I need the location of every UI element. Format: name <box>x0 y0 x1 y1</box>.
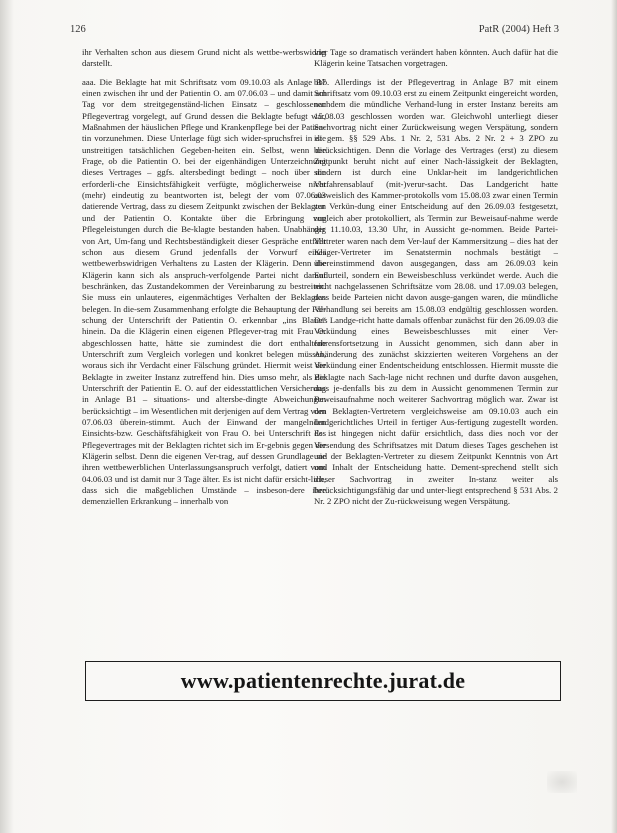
paragraph: vier Tage so dramatisch verändert haben könnten. Auch dafür hat die Klägerin keine Tatsachen vorgetragen. <box>314 47 558 69</box>
journal-reference: PatR (2004) Heft 3 <box>478 24 559 35</box>
paragraph: aaa. Die Beklagte hat mit Schriftsatz vom 09.10.03 als Anlage B7 einen zwischen ihr und der Patientin O. am 07.06.03 – und damit am Tag vor dem streitgegenständ-lichen Einsatz – geschlossenen Pflegevertrag vorgelegt, auf Grund dessen die Beklagte befugt war, Maßnahmen der häuslichen Pflege und Krankenpflege bei der Patien-tin vorzunehmen. Diese Unterlage fügt sich wider-spruchsfrei in die unstreitigen tatsächlichen Gegeben-heiten ein. Selbst, wenn die Frage, ob die Patientin O. bei der eigenhändigen Unterzeichnung dieses Vertrages – ggfs. altersbedingt bedingt – noch über die erforderli-che Einsichtsfähigkeit verfügte, möglicherweise nicht (mehr) eindeutig zu beantworten ist, belegt der vom 07.06.03 datierende Vertrag, dass zu diesem Zeitpunkt zwischen der Beklagten und der Patientin O. Kontakte über die Erbringung von Pflegeleistungen durch die Be-klagte bestanden haben. Unabhängig von Art, Um-fang und Rechtsbeständigkeit dieser Gespräche entfällt schon aus diesem Grund jedenfalls der Vorwurf eines wettbewerbswidrigen Verhaltens zu Lasten der Klägerin. Denn die Klägerin kann sich als anspruch-verfolgende Partei nicht darauf beschränken, das Zustandekommen der Vereinbarung zu bestreiten. Sie muss ein unlauteres, eigenmächtiges Verhalten der Beklagten belegen. In die-sem Zusammenhang erfolgte die Behauptung der Fäl-schung der Unterschrift der Patientin O. erkennbar „ins Blaue“ hinein. Da die Klägerin einen eigenen Pflegever-trag mit Frau O. abgeschlossen hatte, hätte sie zumindest die dort enthaltene Unterschrift zum Vergleich vorlegen und konkret belegen müssen, woraus sich ihr Verdacht einer Fälschung gründet. Hiermit weist die Beklagte in zweiter Instanz zutreffend hin. Dies umso mehr, als die Unterschrift der Patientin E. O. auf der eidesstattlichen Versicherung in Anlage B1 – situations- und altersbe-dingte Abweichungen berücksichtigt – im Wesentlichen mit derjenigen auf dem Vertrag vom 07.06.03 überein-stimmt. Auch der Einwand der mangelnden Einsichts-bzw. Geschäftsfähigkeit von Frau O. bei Unterschrift des Pflegevertrages mit der Beklagten richtet sich im Er-gebnis gegen die Klägerin selbst. Denn die eigenen Ver-trag, auf dessen Grundlage sie ihren wettbewerblichen Unterlassungsanspruch verfolgt, datiert vom 04.06.03 und ist damit nur 3 Tage älter. Es ist nicht dafür ersicht-lich, dass sich die maßgeblichen Umstände – insbeson-dere ihre demenziellen Erkrankung – innerhalb von <box>82 76 326 507</box>
right-text-column <box>314 47 558 567</box>
page-number: 126 <box>70 24 86 35</box>
paragraph: ihr Verhalten schon aus diesem Grund nicht als wettbe-werbswidrig darstellt. <box>82 47 326 69</box>
scan-smudge <box>547 771 577 793</box>
website-banner[interactable] <box>85 661 561 701</box>
scan-edge-shadow <box>611 0 617 833</box>
paragraph: bbb. Allerdings ist der Pflegevertrag in Anlage B7 mit einem Schriftsatz vom 09.10.03 erst zu einem Zeitpunkt eingereicht worden, nachdem die mündliche Verhand-lung in erster Instanz bereits am 15.08.03 geschlossen worden war. Gleichwohl unterliegt dieser Sachvortrag nicht einer Zurückweisung wegen Verspätung, sondern ist gem. §§ 529 Abs. 1 Nr. 2, 531 Abs. 2 Nr. 2 + 3 ZPO zu berücksichtigen. Denn die Vorlage des Vertrages (erst) zu diesem Zeitpunkt beruht nicht auf einer Nach-lässigkeit der Beklagten, sondern ist durch eine Unklar-heit im landgerichtlichen Verfahrensablauf (mit-)verur-sacht. Das Landgericht hatte ausweislich des Kammer-protokolls vom 15.08.03 zwar einen Termin zur Verkün-dung einer Entscheidung auf den 26.09.03 festgesetzt, zugleich aber protokolliert, als Termin zur Beweisauf-nahme werde der 11.10.03, 13.30 Uhr, in Aussicht ge-nommen. Beide Partei-Vertreter waren nach dem Ver-lauf der Kammersitzung – dies hat der Kläger-Vertreter im Senatstermin nochmals bestätigt – übereinstimmend davon ausgegangen, dass am 26.09.03 kein Endurteil, sondern ein Beweisbeschluss verkündet werde. Auch die nicht nachgelassenen Schriftsätze vom 28.08. und 17.09.03 belegen, dass beide Parteien nicht davon ausge-gangen waren, die mündliche Verhandlung sei bereits am 15.08.03 endgültig geschlossen worden. Das Landge-richt hatte damals offenbar zunächst für den 26.09.03 die Verkündung eines Beweisbeschlusses mit einer Ver-fahrensfortsetzung in Aussicht genommen, sich dann aber in Abänderung des zunächst skizzierten weiteren Vorgehens an der Verkündung einer Endentscheidung entschlossen. Hiermit musste die Beklagte nach Sach-lage nicht rechnen und durfte davon ausgehen, dass je-denfalls bis zu dem in Aussicht genommenen Termin zur Beweisaufnahme noch weiterer Sachvortrag möglich war. Zwar ist den Beklagten-Vertretern vergleichsweise am 09.10.03 auch ein landgerichtliches Urteil in fertiger Aus-fertigung zugestellt worden. Es ist hingegen nicht dafür ersichtlich, dass dies noch vor der Versendung des Schriftsatzes mit Datum dieses Tages geschehen ist und der Beklagten-Vertreter zu diesem Zeitpunkt Kenntnis von Art und Inhalt der Entscheidung hatte. Dement-sprechend stellt sich dieser Sachvortrag in zweiter In-stanz weiter als berücksichtigungsfähig dar und unter-liegt entsprechend § 531 Abs. 2 Nr. 2 ZPO nicht der Zu-rückweisung wegen Verspätung. <box>314 76 558 507</box>
scan-binding-shadow <box>0 0 14 833</box>
running-header <box>70 24 559 38</box>
website-url-link[interactable]: www.patientenrechte.jurat.de <box>180 668 466 693</box>
left-text-column <box>82 47 326 647</box>
